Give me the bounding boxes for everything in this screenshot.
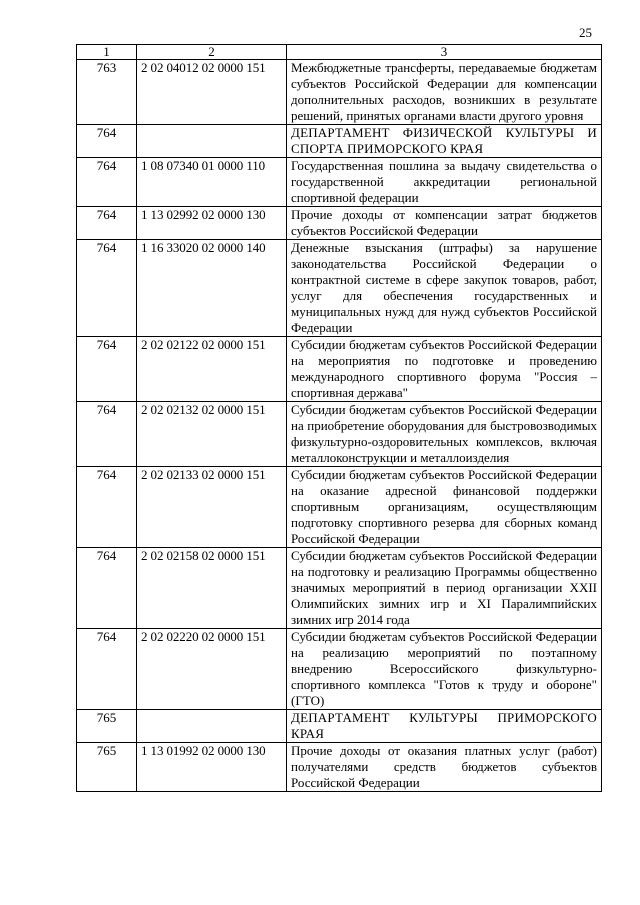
page-number: 25 [579, 25, 592, 40]
revenue-name-cell: Субсидии бюджетам субъектов Российской Федерации на оказание адресной финансовой поддержки спортивным организациям, осуществляющим подготовку спортивного резерва для сборных команд Российской Федерации [287, 467, 602, 548]
admin-code-cell: 763 [77, 60, 137, 125]
header-col-1: 1 [77, 45, 137, 60]
table-body [77, 60, 602, 792]
revenue-name-cell: Прочие доходы от компенсации затрат бюджетов субъектов Российской Федерации [287, 207, 602, 240]
table-row [77, 240, 602, 337]
admin-code-cell: 764 [77, 402, 137, 467]
revenue-name-cell: Субсидии бюджетам субъектов Российской Федерации на мероприятия по подготовке и проведению международного спортивного форума "Россия – спортивная держава" [287, 337, 602, 402]
budget-code-cell: 2 02 02132 02 0000 151 [137, 402, 287, 467]
admin-code-cell: 764 [77, 207, 137, 240]
header-col-3: 3 [287, 45, 602, 60]
budget-code-cell: 2 02 02220 02 0000 151 [137, 629, 287, 710]
table-row [77, 125, 602, 158]
budget-code-cell: 1 08 07340 01 0000 110 [137, 158, 287, 207]
table-row [77, 158, 602, 207]
budget-code-cell [137, 125, 287, 158]
department-heading-cell: ДЕПАРТАМЕНТ КУЛЬТУРЫ ПРИМОРСКОГО КРАЯ [287, 710, 602, 743]
budget-code-cell: 2 02 02122 02 0000 151 [137, 337, 287, 402]
admin-code-cell: 764 [77, 125, 137, 158]
admin-code-cell: 765 [77, 710, 137, 743]
admin-code-cell: 764 [77, 337, 137, 402]
table-row [77, 548, 602, 629]
budget-code-cell: 2 02 02158 02 0000 151 [137, 548, 287, 629]
table-row [77, 467, 602, 548]
admin-code-cell: 764 [77, 240, 137, 337]
revenue-name-cell: Субсидии бюджетам субъектов Российской Федерации на реализацию мероприятий по поэтапному внедрению Всероссийского физкультурно-спортивного комплекса "Готов к труду и обороне" (ГТО) [287, 629, 602, 710]
table-row [77, 402, 602, 467]
table-row [77, 337, 602, 402]
admin-code-cell: 764 [77, 548, 137, 629]
revenue-name-cell: Субсидии бюджетам субъектов Российской Федерации на приобретение оборудования для быстровозводимых физкультурно-оздоровительных комплексов, включая металлоконструкции и металлоизделия [287, 402, 602, 467]
table-row [77, 710, 602, 743]
header-col-2: 2 [137, 45, 287, 60]
table-row [77, 743, 602, 792]
admin-code-cell: 764 [77, 629, 137, 710]
revenue-name-cell: Субсидии бюджетам субъектов Российской Федерации на подготовку и реализацию Программы общественно значимых мероприятий в период организации XXII Олимпийских зимних игр и XI Паралимпийских зимних игр 2014 года [287, 548, 602, 629]
budget-code-cell [137, 710, 287, 743]
revenue-name-cell: Прочие доходы от оказания платных услуг (работ) получателями средств бюджетов субъектов Российской Федерации [287, 743, 602, 792]
table-header-row [77, 45, 602, 60]
revenue-codes-table [76, 44, 602, 792]
department-heading-cell: ДЕПАРТАМЕНТ ФИЗИЧЕСКОЙ КУЛЬТУРЫ И СПОРТА ПРИМОРСКОГО КРАЯ [287, 125, 602, 158]
budget-code-cell: 2 02 02133 02 0000 151 [137, 467, 287, 548]
revenue-name-cell: Денежные взыскания (штрафы) за нарушение законодательства Российской Федерации о контрактной системе в сфере закупок товаров, работ, услуг для обеспечения государственных и муниципальных нужд для нужд субъектов Российской Федерации [287, 240, 602, 337]
budget-code-cell: 2 02 04012 02 0000 151 [137, 60, 287, 125]
budget-code-cell: 1 16 33020 02 0000 140 [137, 240, 287, 337]
budget-code-cell: 1 13 01992 02 0000 130 [137, 743, 287, 792]
revenue-name-cell: Государственная пошлина за выдачу свидетельства о государственной аккредитации региональной спортивной федерации [287, 158, 602, 207]
admin-code-cell: 764 [77, 467, 137, 548]
table-row [77, 207, 602, 240]
table-row [77, 60, 602, 125]
admin-code-cell: 765 [77, 743, 137, 792]
budget-code-cell: 1 13 02992 02 0000 130 [137, 207, 287, 240]
revenue-name-cell: Межбюджетные трансферты, передаваемые бюджетам субъектов Российской Федерации для компенсации дополнительных расходов, возникших в результате решений, принятых органами власти другого уровня [287, 60, 602, 125]
table-row [77, 629, 602, 710]
admin-code-cell: 764 [77, 158, 137, 207]
